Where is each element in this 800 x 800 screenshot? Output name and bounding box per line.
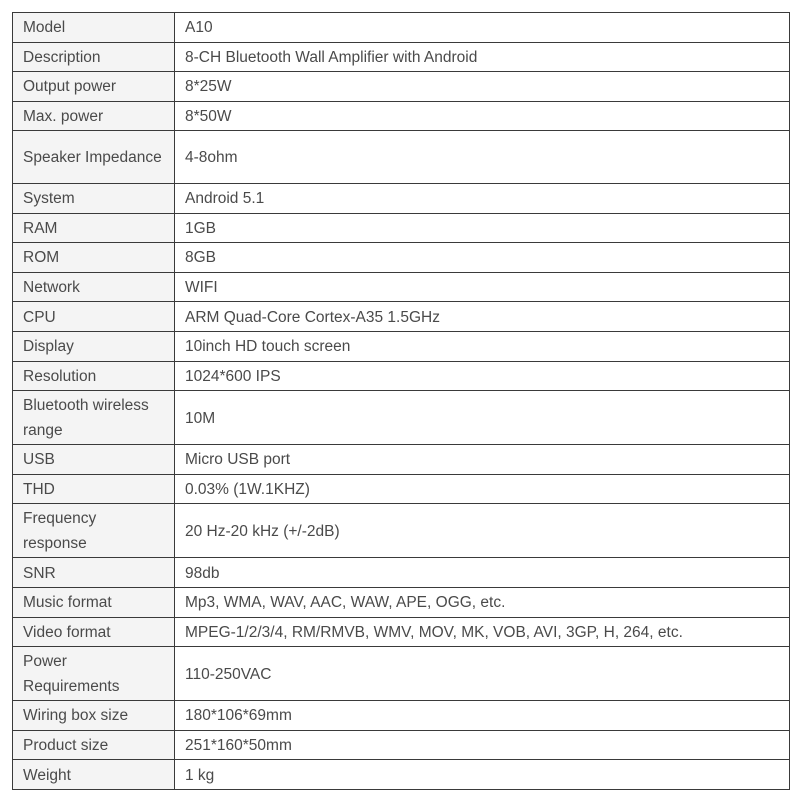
spec-label: Output power bbox=[13, 72, 175, 102]
table-row bbox=[13, 474, 790, 504]
spec-value: 180*106*69mm bbox=[175, 701, 790, 731]
spec-value: 8*25W bbox=[175, 72, 790, 102]
spec-label: ROM bbox=[13, 243, 175, 273]
table-row bbox=[13, 213, 790, 243]
spec-value: 20 Hz-20 kHz (+/-2dB) bbox=[175, 504, 790, 558]
spec-label: CPU bbox=[13, 302, 175, 332]
table-row bbox=[13, 587, 790, 617]
spec-value: 1 kg bbox=[175, 760, 790, 790]
table-row bbox=[13, 558, 790, 588]
table-row bbox=[13, 302, 790, 332]
spec-label: USB bbox=[13, 445, 175, 475]
spec-value: 98db bbox=[175, 558, 790, 588]
spec-value: ARM Quad-Core Cortex-A35 1.5GHz bbox=[175, 302, 790, 332]
spec-value: WIFI bbox=[175, 272, 790, 302]
spec-value: A10 bbox=[175, 13, 790, 43]
table-row bbox=[13, 243, 790, 273]
table-row bbox=[13, 391, 790, 445]
table-row bbox=[13, 760, 790, 790]
spec-value: 10inch HD touch screen bbox=[175, 331, 790, 361]
spec-value: 251*160*50mm bbox=[175, 730, 790, 760]
spec-value: 8*50W bbox=[175, 101, 790, 131]
spec-label: Display bbox=[13, 331, 175, 361]
table-row bbox=[13, 183, 790, 213]
table-row bbox=[13, 361, 790, 391]
spec-value: 110-250VAC bbox=[175, 647, 790, 701]
table-row bbox=[13, 272, 790, 302]
table-row bbox=[13, 72, 790, 102]
spec-value: MPEG-1/2/3/4, RM/RMVB, WMV, MOV, MK, VOB, AVI, 3GP, H, 264, etc. bbox=[175, 617, 790, 647]
spec-value: 1024*600 IPS bbox=[175, 361, 790, 391]
spec-value: 10M bbox=[175, 391, 790, 445]
spec-value: Android 5.1 bbox=[175, 183, 790, 213]
spec-label: Music format bbox=[13, 587, 175, 617]
table-row bbox=[13, 504, 790, 558]
spec-value: 0.03% (1W.1KHZ) bbox=[175, 474, 790, 504]
table-row bbox=[13, 647, 790, 701]
spec-label: System bbox=[13, 183, 175, 213]
table-row bbox=[13, 701, 790, 731]
table-row bbox=[13, 730, 790, 760]
spec-table bbox=[12, 12, 790, 790]
table-row bbox=[13, 13, 790, 43]
spec-label: Bluetooth wireless range bbox=[13, 391, 175, 445]
spec-label: Description bbox=[13, 42, 175, 72]
table-row bbox=[13, 331, 790, 361]
spec-label: THD bbox=[13, 474, 175, 504]
spec-label: Network bbox=[13, 272, 175, 302]
table-row bbox=[13, 131, 790, 184]
spec-value: 4-8ohm bbox=[175, 131, 790, 184]
spec-label: Resolution bbox=[13, 361, 175, 391]
spec-label: Max. power bbox=[13, 101, 175, 131]
spec-label: Power Requirements bbox=[13, 647, 175, 701]
spec-label: Product size bbox=[13, 730, 175, 760]
spec-value: 8GB bbox=[175, 243, 790, 273]
spec-value: 8-CH Bluetooth Wall Amplifier with Android bbox=[175, 42, 790, 72]
table-row bbox=[13, 617, 790, 647]
spec-label: Model bbox=[13, 13, 175, 43]
table-row bbox=[13, 445, 790, 475]
spec-label: Speaker Impedance bbox=[13, 131, 175, 184]
spec-label: SNR bbox=[13, 558, 175, 588]
spec-value: Mp3, WMA, WAV, AAC, WAW, APE, OGG, etc. bbox=[175, 587, 790, 617]
spec-value: 1GB bbox=[175, 213, 790, 243]
table-row bbox=[13, 42, 790, 72]
spec-value: Micro USB port bbox=[175, 445, 790, 475]
table-row bbox=[13, 101, 790, 131]
spec-label: Frequency response bbox=[13, 504, 175, 558]
spec-label: RAM bbox=[13, 213, 175, 243]
spec-label: Weight bbox=[13, 760, 175, 790]
spec-label: Wiring box size bbox=[13, 701, 175, 731]
spec-label: Video format bbox=[13, 617, 175, 647]
spec-table-body bbox=[13, 13, 790, 790]
